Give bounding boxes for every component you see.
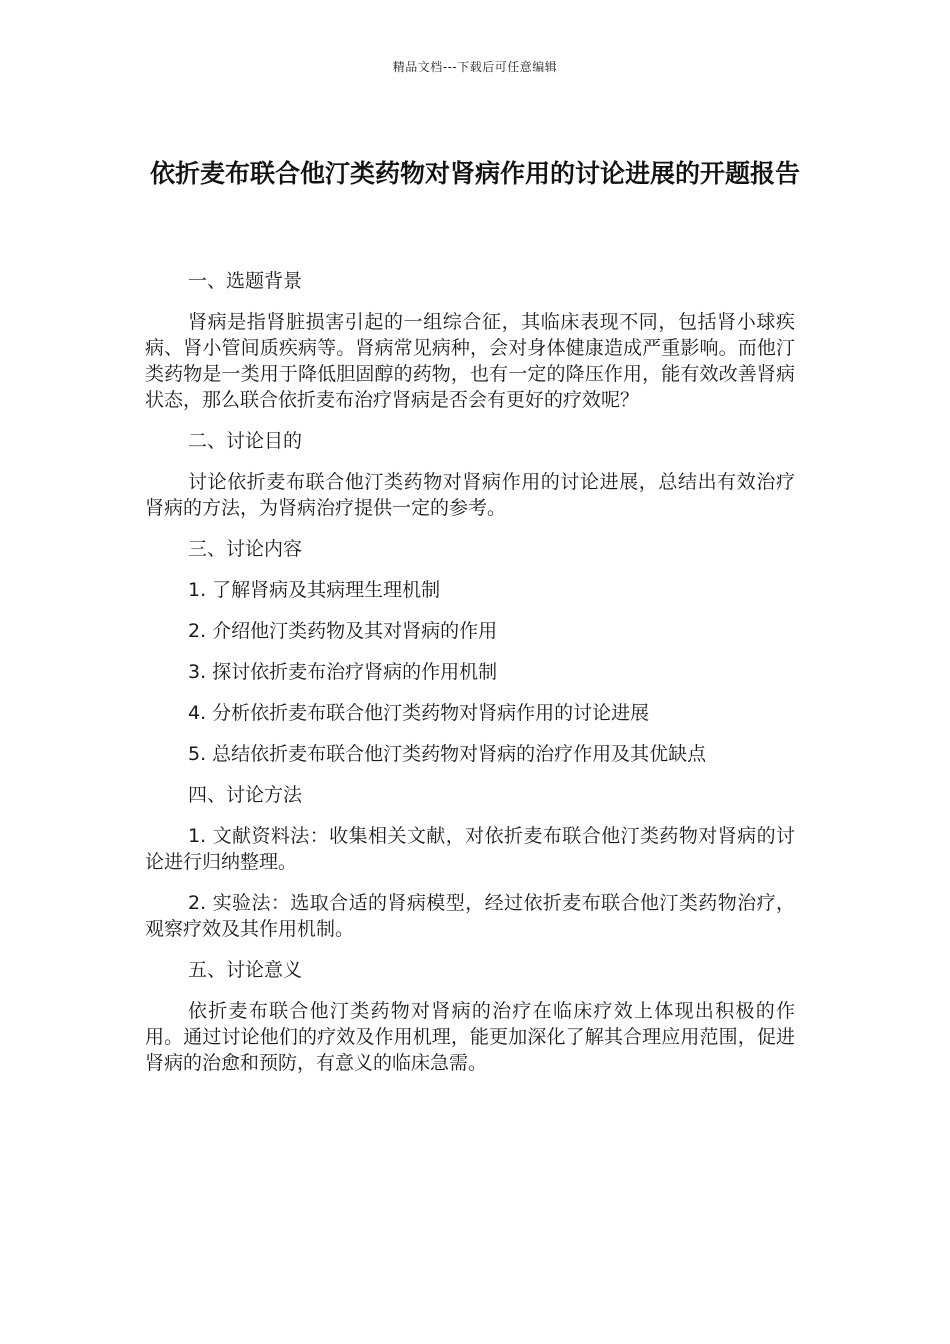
section-heading-method: 四、讨论方法 xyxy=(188,784,303,806)
significance-paragraph: 依折麦布联合他汀类药物对肾病的治疗在临床疗效上体现出积极的作用。通过讨论他们的疗效及作用机理，能更加深化了解其合理应用范围，促进肾病的治愈和预防，有意义的临床急需。 xyxy=(145,1000,795,1074)
section-heading-significance: 五、讨论意义 xyxy=(188,959,303,981)
content-list-item: 2. 介绍他汀类药物及其对肾病的作用 xyxy=(188,620,498,642)
document-body xyxy=(145,268,795,1076)
section-heading-background: 一、选题背景 xyxy=(188,270,303,292)
page-header: 精品文档---下载后可任意编辑 xyxy=(392,60,558,74)
document-title: 依折麦布联合他汀类药物对肾病作用的讨论进展的开题报告 xyxy=(149,158,800,188)
method-list-item: 1. 文献资料法：收集相关文献，对依折麦布联合他汀类药物对肾病的讨论进行归纳整理。 xyxy=(145,825,795,873)
section-heading-content: 三、讨论内容 xyxy=(188,538,303,560)
section-heading-purpose: 二、讨论目的 xyxy=(188,430,303,452)
method-list-item: 2. 实验法：选取合适的肾病模型，经过依折麦布联合他汀类药物治疗，观察疗效及其作用机制。 xyxy=(145,892,795,940)
content-list-item: 5. 总结依折麦布联合他汀类药物对肾病的治疗作用及其优缺点 xyxy=(188,743,707,765)
content-list-item: 4. 分析依折麦布联合他汀类药物对肾病作用的讨论进展 xyxy=(188,702,650,724)
content-list-item: 1. 了解肾病及其病理生理机制 xyxy=(188,579,441,601)
content-list-item: 3. 探讨依折麦布治疗肾病的作用机制 xyxy=(188,661,498,683)
background-paragraph: 肾病是指肾脏损害引起的一组综合征，其临床表现不同，包括肾小球疾病、肾小管间质疾病等。肾病常见病种，会对身体健康造成严重影响。而他汀类药物是一类用于降低胆固醇的药物，也有一定的降压作用，能有效改善肾病状态，那么联合依折麦布治疗肾病是否会有更好的疗效呢？ xyxy=(145,311,795,411)
purpose-paragraph: 讨论依折麦布联合他汀类药物对肾病作用的讨论进展，总结出有效治疗肾病的方法，为肾病治疗提供一定的参考。 xyxy=(145,471,795,519)
